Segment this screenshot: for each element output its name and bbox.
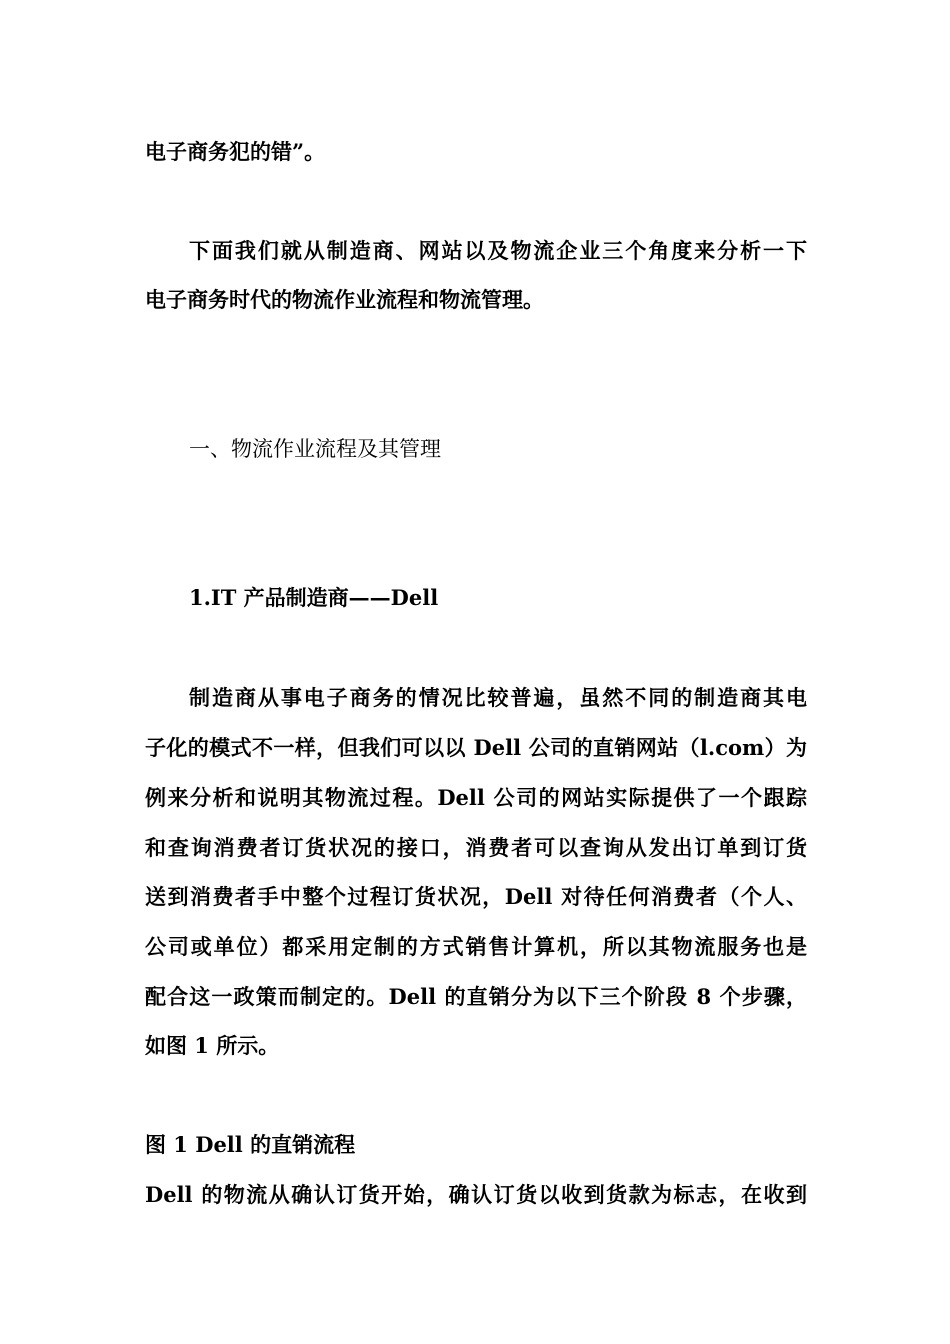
section-heading: 一、物流作业流程及其管理 — [189, 437, 441, 461]
paragraph-line: 电子商务犯的错”。 — [145, 139, 326, 164]
paragraph-line: 子化的模式不一样，但我们可以以 Dell 公司的直销网站（l.com）为 — [145, 735, 807, 760]
paragraph-line: 公司或单位）都采用定制的方式销售计算机，所以其物流服务也是 — [145, 934, 807, 959]
paragraph-line: 例来分析和说明其物流过程。Dell 公司的网站实际提供了一个跟踪 — [145, 785, 807, 810]
paragraph-line: 下面我们就从制造商、网站以及物流企业三个角度来分析一下 — [189, 238, 807, 263]
paragraph-line: 如图 1 所示。 — [145, 1033, 280, 1058]
figure-caption: 图 1 Dell 的直销流程 — [145, 1132, 356, 1157]
paragraph-line: 制造商从事电子商务的情况比较普遍，虽然不同的制造商其电 — [189, 685, 807, 710]
paragraph-line: 和查询消费者订货状况的接口，消费者可以查询从发出订单到订货 — [145, 835, 807, 860]
paragraph-line: 送到消费者手中整个过程订货状况，Dell 对待任何消费者（个人、 — [145, 884, 807, 909]
subsection-heading: 1.IT 产品制造商——Dell — [189, 585, 439, 610]
paragraph-line: 配合这一政策而制定的。Dell 的直销分为以下三个阶段 8 个步骤， — [145, 984, 807, 1009]
paragraph-line: Dell 的物流从确认订货开始，确认订货以收到货款为标志，在收到 — [145, 1182, 807, 1207]
paragraph-line: 电子商务时代的物流作业流程和物流管理。 — [145, 287, 544, 312]
